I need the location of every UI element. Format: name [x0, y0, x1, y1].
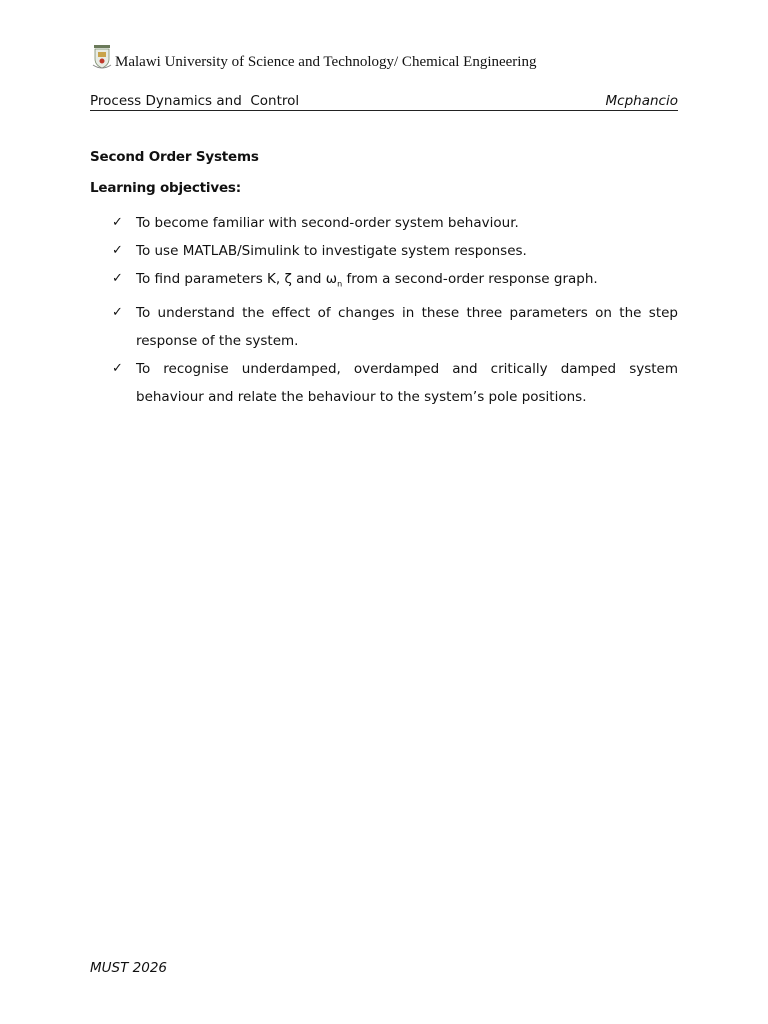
objective-text: To find parameters K, ζ and ω	[136, 271, 338, 287]
checkmark-icon: ✓	[112, 243, 123, 258]
footer-text: MUST 2026	[90, 960, 167, 976]
objective-text: To understand the effect of changes in these three parameters on the step response of the system.	[136, 304, 678, 349]
header-university-line	[92, 44, 536, 71]
objectives-list	[112, 209, 678, 411]
objective-subscript: n	[337, 279, 343, 289]
objectives-heading: Learning objectives:	[90, 180, 241, 196]
objective-text: To recognise underdamped, overdamped and critically damped system behaviour and relate the behaviour to the system’s pole positions.	[136, 360, 678, 405]
objective-item	[112, 209, 678, 237]
header-course-line	[90, 93, 678, 111]
checkmark-icon: ✓	[112, 271, 123, 286]
university-crest-icon	[92, 44, 112, 70]
checkmark-icon: ✓	[112, 360, 123, 376]
checkmark-icon: ✓	[112, 304, 123, 320]
university-name: Malawi University of Science and Technology/ Chemical Engineering	[115, 54, 537, 70]
objective-item	[112, 265, 678, 299]
objective-item	[112, 299, 678, 355]
checkmark-icon: ✓	[112, 215, 123, 230]
author-name: Mcphancio	[605, 93, 678, 109]
section-title: Second Order Systems	[90, 149, 259, 165]
objective-item	[112, 355, 678, 411]
objective-text-after: from a second-order response graph.	[342, 271, 598, 287]
course-title: Process Dynamics and Control	[90, 93, 300, 109]
objective-text: To become familiar with second-order system behaviour.	[136, 215, 519, 231]
objective-text: To use MATLAB/Simulink to investigate system responses.	[136, 243, 527, 259]
objective-item	[112, 237, 678, 265]
